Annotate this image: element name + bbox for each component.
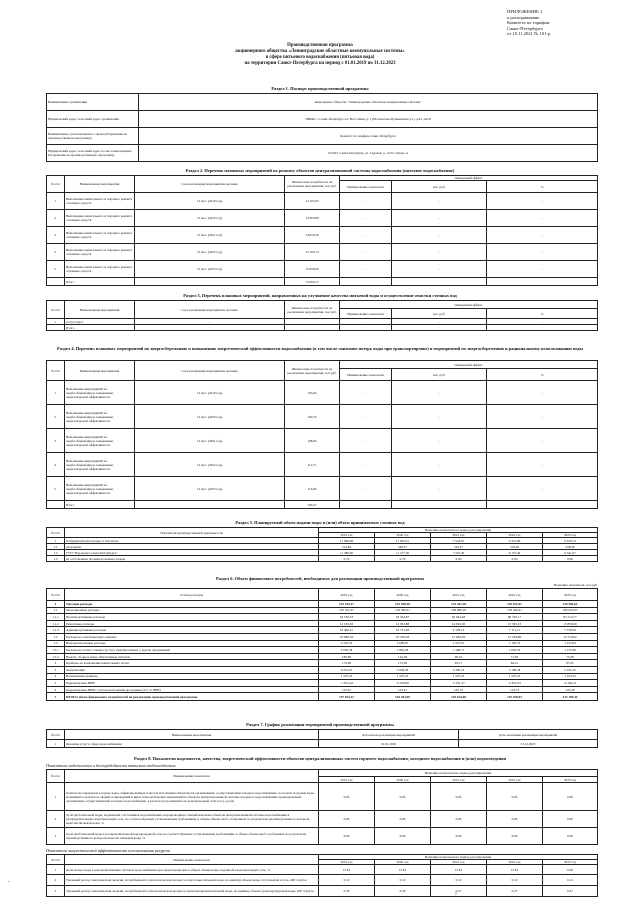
section-5-title: Раздел 5. Планируемый объем подачи воды и (или) объем принимаемых сточных вод xyxy=(235,520,405,525)
passport-table xyxy=(46,93,598,162)
document-title xyxy=(120,43,520,67)
table-total-row: Итого 599,47 xyxy=(47,501,598,509)
reliability-table: № п/п Наименование показателя Величина показателя на период регулирования 2019 год 2020 год 2021 год 2022 год 2023 год 1 Количество перерывов в подаче воды, зафиксированных в местах исполнения обязательств организацией, осуществляющей холодное водоснабжение, по подаче холодной воды, возникших в результате аварий, повреждений и иных технологических нарушений на объектах централизованной системы холодного водоснабжения, принадлежащих организации, осуществляющей холодное водоснабжение, в расчете на протяженность водопроводной сети в год, ед./км 0,00 0,00 0,00 0,00 0,00 2 Доля проб питьевой воды, подаваемой с источников водоснабжения, водопроводных станций или иных объектов централизованной системы водоснабжения в распределительную водопроводную сеть, не соответствующих установленным требованиям, в общем объеме проб, отобранных по результатам производственного контроля качества питьевой воды, % 0,00 0,00 0,00 0,00 0,00 3 Доля проб питьевой воды в распределительной водопроводной сети, не соответствующих установленным требованиям, в общем объеме проб, отобранных по результатам производственного контроля качества питьевой воды, % 0,00 0,00 0,00 0,00 0,00 xyxy=(46,769,598,845)
table-row: Наименование организации акционерное общество "Ленинградские областные коммунальные системы" xyxy=(47,94,598,111)
section-4-title: Раздел 4. Перечень плановых мероприятий по энергосбережению и повышению энергетической эффективности водоснабжения (в том числе снижение потерь воды при транспортировке) и мероприятий по энергосбережению и рациональному использованию воды xyxy=(57,346,583,351)
table-row: 1. Выполнение капитального и текущего ремонта основных средств 12 мес. (2019 год) 14 165,63 - - - xyxy=(47,193,598,210)
table-row: 1.3.2 Налоги, сборы и иные обязательные платежи 180,86 144,59 99,10 71,95 75,28 xyxy=(47,653,598,660)
table-row: 2. Выполнение капитального и текущего ремонта основных средств 12 мес. (2020 год) 14 363,88 - - - xyxy=(47,210,598,227)
table-row: 3 Амортизация 6 221,07 5 930,29 5 430,74 5 108,38 5 191,25 xyxy=(47,666,598,673)
table-total-row: Итого 74 600,17 xyxy=(47,278,598,286)
table-row: 1. Отсутствует - - - - - xyxy=(47,319,598,325)
table-row: 1.1 населению 514,84 548,27 319,27 318,40 328,46 xyxy=(47,544,598,550)
table-row: 2 Доля проб питьевой воды, подаваемой с источников водоснабжения, водопроводных станций или иных объектов централизованной системы водоснабжения в распределительную водопроводную сеть, не соответствующих установленным требованиям, в общем объеме проб, отобранных по результатам производственного контроля качества питьевой воды, % 0,00 0,00 0,00 0,00 0,00 xyxy=(47,811,598,828)
table-row: 2 Прибыль на возмещение капитальных затрат 179,48 175,36 93,17 84,21 87,05 xyxy=(47,660,598,667)
appendix-line: от 10.11.2021 № 101-р xyxy=(507,31,551,37)
table-row: 1. Выполнение мероприятий по энергосбережению и повышению энергетической эффективности 12 мес. (2019 год) 105,64 - - - xyxy=(47,381,598,405)
appendix-line: ПРИЛОЖЕНИЕ 1 xyxy=(507,9,543,14)
table-total-row: Итого - xyxy=(47,325,598,331)
table-row: 4. Выполнение капитального и текущего ремонта основных средств 12 мес. (2022 год) 15 395,13 - - - xyxy=(47,244,598,261)
table-row: 1 Текущие расходы 151 194,17 151 938,36 123 441,38 116 522,01 120 584,63 xyxy=(47,601,598,608)
table-row: 1.3.1 Расходы на оплату товаров (услуг), приобретаемых у других организаций 2 042,38 1 865,28 1 448,71 1 093,79 1 137,66 xyxy=(47,647,598,654)
title-line: акционерного общества «Ленинградские областные коммунальные системы» xyxy=(235,49,405,54)
table-row: 5 Корректировка НВВ -1 052,44 -5 010,06 -5 191,57 -3 812,53 -4 104,21 xyxy=(47,680,598,687)
appendix-line: Санкт-Петербурга xyxy=(507,25,543,31)
section-6-title: Раздел 6. Объем финансовых потребностей, необходимых для реализации производственной программы xyxy=(216,576,424,581)
bottom-mark: ² xyxy=(455,893,457,898)
table-row: 6 Корректировка НВВ с учетом исполнения программы (2% от НВВ) 155,91 103,91 165,73 122,73 125,49 xyxy=(47,686,598,693)
water-volume-table: № п/п Показатели производственной деятельности Величина показателя на период регулирования 2019 год 2020 год 2021 год 2022 год 2023 год 1 Отпущено(подано) воды, в том числе 11 966,48 11 935,61 7 544,67 6 475,86 6 670,13 1.1 населению 514,84 548,27 319,27 318,40 328,46 1.2 ГУП "Водоканал Санкт-Петербурга" 11 380,06 11 317,36 7 225,40 6 157,46 6 341,67 1.3 на собственные производственные нужды 0,79 0,79 0,00 0,00 0,00 xyxy=(46,527,598,562)
table-row: 5. Выполнение капитального и текущего ремонта основных средств 12 мес. (2023 год) 15 858,96 - - - xyxy=(47,261,598,278)
table-row: 7 ИТОГО объем финансовых потребностей на реализацию производственной программы 157 924,12 154 363,09 125 164,68 119 250,03 123 109,44 xyxy=(47,693,598,701)
section-8-title: Раздел 8. Показатели надежности, качества, энергетической эффективности объектов централизованных систем горячего водоснабжения, холодного водоснабжения и (или) водоотведения xyxy=(133,756,507,761)
table-row: Наименование уполномоченного органа (Разрешение на производственную программу) Комитет по тарифам Санкт-Петербурга xyxy=(47,128,598,145)
table-row: 1 Количество перерывов в подаче воды, зафиксированных в местах исполнения обязательств организацией, осуществляющей холодное водоснабжение, по подаче холодной воды, возникших в результате аварий, повреждений и иных технологических нарушений на объектах централизованной системы холодного водоснабжения, принадлежащих организации, осуществляющей холодное водоснабжение, в расчете на протяженность водопроводной сети в год, ед./км 0,00 0,00 0,00 0,00 0,00 xyxy=(47,783,598,811)
table-row: 2. Выполнение мероприятий по энергосбережению и повышению энергетической эффективности 12 мес. (2020 год) 109,23 - - - xyxy=(47,405,598,429)
title-line: Производственная программа xyxy=(287,43,353,48)
section-1-title: Раздел 1. Паспорт производственной программы xyxy=(271,86,369,91)
repair-measures-table: № п/п Наименование мероприятия Срок реализации мероприятия, месяцев Финансовые потребности на реализацию мероприятия, тыс.руб. Ожидаемый эффект Наименование показателя тыс. руб. % 1. Выполнение капитального и текущего ремонта основных средств 12 мес. (2019 год) 14 165,63 - - - 2. Выполнение капитального и текущего ремонта основных средств 12 мес. (2020 год) 14 363,88 - - - 3. Выполнение капитального и текущего ремонта основных средств 12 мес. (2021 год) 14 816,56 - - - 4. Выполнение капитального и текущего ремонта основных средств 12 мес. (2022 год) 15 395,13 - - - 5. Выполнение капитального и текущего ремонта основных средств 12 мес. (2023 год) 15 858,96 - - - Итого 74 600,17 xyxy=(46,175,598,286)
title-line: на территории Санкт-Петербурга на период с 01.01.2019 по 31.12.2023 xyxy=(244,61,396,66)
margin-mark: - xyxy=(8,880,10,885)
efficiency-subtitle: Показатели энергетической эффективности использования ресурсов xyxy=(46,848,171,853)
water-quality-table: № п/п Наименование мероприятия Срок реализации мероприятия, месяцев Финансовые потребности на реализацию мероприятия, тыс.руб. Ожидаемый эффект Наименование показателя тыс. руб. % 1. Отсутствует - - - - - Итого - xyxy=(46,300,598,331)
reliability-subtitle: Показатели надежности и бесперебойности питьевого водоснабжения xyxy=(46,763,176,768)
table-row: 1.1.3 Административные расходы 16 400,41 16 721,46 9 128,14 7 111,11 7 578,94 xyxy=(47,627,598,634)
schedule-table: № п/п Наименование мероприятия Дата начала реализации мероприятий Дата окончания реализации мероприятий 1 Оказание услуг в сфере водоснабжения 01.01.2019 31.12.2023 xyxy=(46,729,598,748)
appendix-line: Комитета по тарифам xyxy=(507,20,550,26)
table-row: 1 Доля потерь воды в централизованных системах водоснабжения при транспортировке в общем объеме воды, поданной в водопроводную сеть, % 13,81 13,81 13,81 13,81 13,81 xyxy=(47,865,598,875)
efficiency-table: № п/п Наименование показателя Величина показателя на период регулирования 2019 год 2020 год 2021 год 2022 год 2023 год 1 Доля потерь воды в централизованных системах водоснабжения при транспортировке в общем объеме воды, поданной в водопроводную сеть, % 13,81 13,81 13,81 13,81 13,81 2 Удельный расход электрической энергии, потребляемой в технологическом процессе подготовки питьевой воды, на единицу объема воды, отпускаемой в сеть, кВт·ч/куб.м 0,12 0,12 0,12 0,12 0,12 3 Удельный расход электрической энергии, потребляемой в технологическом процессе транспортировки питьевой воды, на единицу объема транспортируемой воды, кВт·ч/куб.м 0,30 0,29 0,27 0,27 0,27 xyxy=(46,854,598,897)
table-row: Юридический адрес, почтовый адрес организации 188640, г. Санкт-Петербург, пл. Восстания, д. 1 (Московская-Пушкинская ул.), д.81, лит.Б xyxy=(47,111,598,128)
table-row: 2 Удельный расход электрической энергии, потребляемой в технологическом процессе подготовки питьевой воды, на единицу объема воды, отпускаемой в сеть, кВт·ч/куб.м 0,12 0,12 0,12 0,12 0,12 xyxy=(47,875,598,886)
table-row: 1.1.2 Ремонтные расходы 14 165,63 14 363,88 14 816,56 15 395,13 15 858,96 xyxy=(47,620,598,627)
title-line: в сфере питьевого водоснабжения (питьевая вода) xyxy=(265,55,375,60)
table-row: 1 Отпущено(подано) воды, в том числе 11 966,48 11 935,61 7 544,67 6 475,86 6 670,13 xyxy=(47,538,598,544)
table-row: 1.3 на собственные производственные нужды 0,79 0,79 0,00 0,00 0,00 xyxy=(47,556,598,562)
table-row: Юридический адрес, почтовый адрес по местонахождению (Разрешение на производственную программу) 191023, Санкт-Петербург, ул. Садовая, д. 14/52, литера А xyxy=(47,145,598,162)
table-row: 3 Доля проб питьевой воды в распределительной водопроводной сети, не соответствующих установленным требованиям, в общем объеме проб, отобранных по результатам производственного контроля качества питьевой воды, % 0,00 0,00 0,00 0,00 0,00 xyxy=(47,828,598,845)
table-row: 1.2 Расходы на электрическую энергию 23 868,56 25 338,28 12 904,39 12 109,86 12 719,02 xyxy=(47,633,598,640)
appendix-line: к распоряжению xyxy=(507,14,540,20)
table-row: 4 Нормативная прибыль 1 225,23 1 225,23 1 225,23 1 225,23 1 225,23 xyxy=(47,673,598,680)
table-row: 1.2 ГУП "Водоканал Санкт-Петербурга" 11 380,06 11 317,36 7 225,40 6 157,46 6 341,67 xyxy=(47,550,598,556)
table-row: 1.1.1 Производственные расходы 94 536,33 93 544,87 85 044,48 80 740,17 83 214,77 xyxy=(47,614,598,621)
table-row: 3. Выполнение мероприятий по энергосбережению и повышению энергетической эффективности 12 мес. (2021 год) 108,84 - - - xyxy=(47,429,598,453)
section-7-title: Раздел 7. График реализации мероприятий производственной программы xyxy=(246,722,394,727)
unit-note: Величина показателя, тыс.руб. xyxy=(553,583,598,587)
table-row: 1 Оказание услуг в сфере водоснабжения 01.01.2019 31.12.2023 xyxy=(47,740,598,748)
table-row: 1.3 Неподконтрольные расходы 2 223,24 2 009,87 1 547,81 1 165,74 1 212,94 xyxy=(47,640,598,647)
table-row: 5. Выполнение мероприятий по энергосбережению и повышению энергетической эффективности 12 мес. (2023 год) 116,06 - - - xyxy=(47,477,598,501)
financial-needs-table: № п/п Статьи расходов 2019 год 2020 год 2021 год 2022 год 2023 год 1 Текущие расходы 151 194,17 151 938,36 123 441,38 116 522,01 120 584,63 1.1 Операционные расходы 125 102,37 124 590,21 108 989,18 103 246,41 106 652,67 1.1.1 Производственные расходы 94 536,33 93 544,87 85 044,48 80 740,17 83 214,77 1.1.2 Ремонтные расходы 14 165,63 14 363,88 14 816,56 15 395,13 15 858,96 1.1.3 Административные расходы 16 400,41 16 721,46 9 128,14 7 111,11 7 578,94 1.2 Расходы на электрическую энергию 23 868,56 25 338,28 12 904,39 12 109,86 12 719,02 1.3 Неподконтрольные расходы 2 223,24 2 009,87 1 547,81 1 165,74 1 212,94 1.3.1 Расходы на оплату товаров (услуг), приобретаемых у других организаций 2 042,38 1 865,28 1 448,71 1 093,79 1 137,66 1.3.2 Налоги, сборы и иные обязательные платежи 180,86 144,59 99,10 71,95 75,28 2 Прибыль на возмещение капитальных затрат 179,48 175,36 93,17 84,21 87,05 3 Амортизация 6 221,07 5 930,29 5 430,74 5 108,38 5 191,25 4 Нормативная прибыль 1 225,23 1 225,23 1 225,23 1 225,23 1 225,23 5 Корректировка НВВ -1 052,44 -5 010,06 -5 191,57 -3 812,53 -4 104,21 6 Корректировка НВВ с учетом исполнения программы (2% от НВВ) 155,91 103,91 165,73 122,73 125,49 7 ИТОГО объем финансовых потребностей на реализацию производственной программы 157 924,12 154 363,09 125 164,68 119 250,03 123 109,44 xyxy=(46,588,598,701)
table-row: 4. Выполнение мероприятий по энергосбережению и повышению энергетической эффективности 12 мес. (2022 год) 112,71 - - - xyxy=(47,453,598,477)
appendix-header xyxy=(507,9,635,37)
table-row: 3. Выполнение капитального и текущего ремонта основных средств 12 мес. (2021 год) 14 816,56 - - - xyxy=(47,227,598,244)
table-row: 3 Удельный расход электрической энергии, потребляемой в технологическом процессе транспортировки питьевой воды, на единицу объема транспортируемой воды, кВт·ч/куб.м 0,30 0,29 0,27 0,27 0,27 xyxy=(47,886,598,897)
table-row: 1.1 Операционные расходы 125 102,37 124 590,21 108 989,18 103 246,41 106 652,67 xyxy=(47,607,598,614)
section-3-title: Раздел 3. Перечень плановых мероприятий, направленных на улучшение качества питьевой воды и осуществление очистки сточных вод xyxy=(183,293,457,298)
section-2-title: Раздел 2. Перечень плановых мероприятий по ремонту объектов централизованной системы водоснабжения (питьевое водоснабжение) xyxy=(185,168,455,173)
energy-saving-table: № п/п Наименование мероприятия Срок реализации мероприятия, месяцев Финансовые потребности на реализацию мероприятия, тыс.руб. Ожидаемый эффект Наименование показателя тыс. руб. % 1. Выполнение мероприятий по энергосбережению и повышению энергетической эффективности 12 мес. (2019 год) 105,64 - - - 2. Выполнение мероприятий по энергосбережению и повышению энергетической эффективности 12 мес. (2020 год) 109,23 - - - 3. Выполнение мероприятий по энергосбережению и повышению энергетической эффективности 12 мес. (2021 год) 108,84 - - - 4. Выполнение мероприятий по энергосбережению и повышению энергетической эффективности 12 мес. (2022 год) 112,71 - - - 5. Выполнение мероприятий по энергосбережению и повышению энергетической эффективности 12 мес. (2023 год) 116,06 - - - Итого 599,47 xyxy=(46,360,598,509)
